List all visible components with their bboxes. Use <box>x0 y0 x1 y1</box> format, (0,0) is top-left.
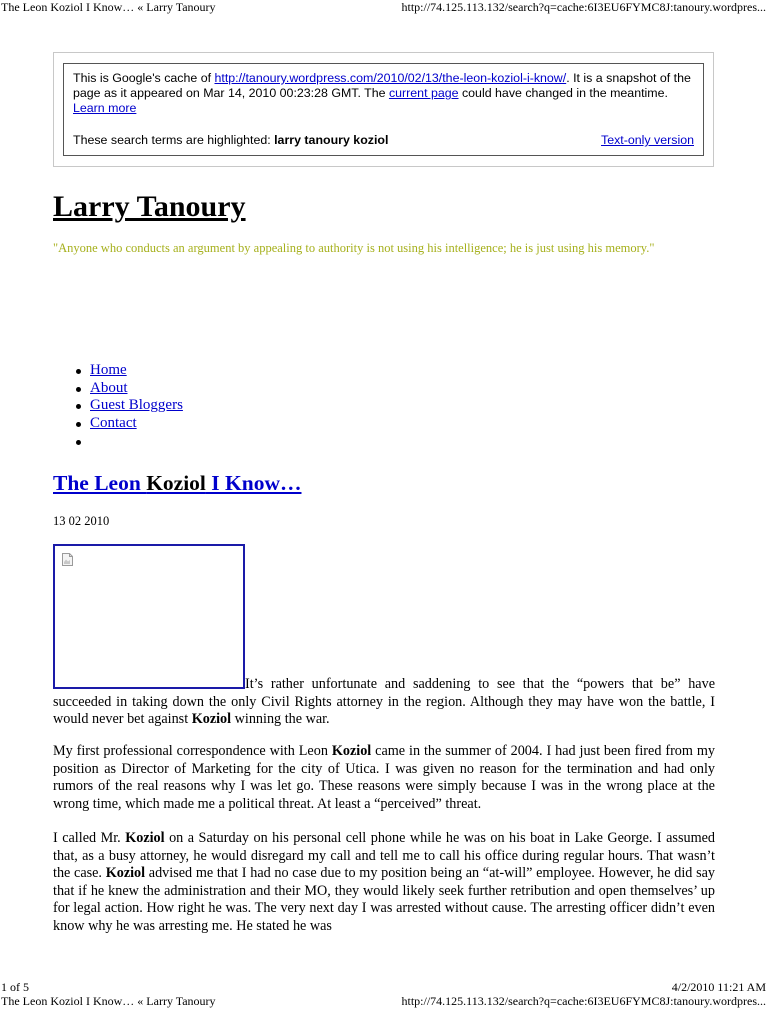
blog-title-link[interactable]: Larry Tanoury <box>53 190 246 223</box>
nav-link-contact[interactable]: Contact <box>90 415 137 432</box>
p3-keyword-1: Koziol <box>125 830 165 846</box>
page-number: 1 of 5 <box>1 980 29 994</box>
print-header-url: http://74.125.113.132/search?q=cache:6I3EU6FYMC8J:tanoury.wordpres... <box>401 0 766 14</box>
cached-url-link[interactable]: http://tanoury.wordpress.com/2010/02/13/the-leon-koziol-i-know/ <box>214 71 567 85</box>
print-datetime: 4/2/2010 11:21 AM <box>671 980 766 994</box>
post-paragraph-2 <box>53 743 715 813</box>
cache-changed-text: could have changed in the meantime. <box>458 86 668 100</box>
print-footer-page-line <box>0 980 768 994</box>
post-title-part2: I Know… <box>205 471 302 495</box>
post-paragraph-3 <box>53 830 715 936</box>
post-title-highlight: Koziol <box>146 471 206 495</box>
text-only-version-link[interactable]: Text-only version <box>601 133 694 147</box>
nav-item-guest-bloggers <box>53 397 183 415</box>
highlight-label: These search terms are highlighted: <box>73 133 275 147</box>
highlight-terms: larry tanoury koziol <box>274 133 389 147</box>
main-nav <box>53 362 183 450</box>
cache-notice-inner <box>63 63 704 156</box>
google-cache-notice <box>53 52 714 167</box>
bullet-icon <box>76 369 81 374</box>
post-title-part1: The Leon <box>53 471 147 495</box>
p3-keyword-2: Koziol <box>105 865 146 882</box>
broken-image-icon <box>62 553 73 566</box>
p3-text-b: on a Saturday on his personal cell phone while he was on his boat in Lake George. I assumed that, as a busy attorney, he would disregard my call and tell me to call his office during regular hours. That wasn’t the case. <box>53 830 715 882</box>
p2-text-a: My first professional correspondence with Leon <box>53 743 332 759</box>
p2-keyword: Koziol <box>331 743 372 759</box>
p1-keyword: Koziol <box>191 711 232 728</box>
cache-notice-text <box>73 71 694 116</box>
post-paragraph-1 <box>53 676 715 729</box>
print-footer <box>0 994 768 1008</box>
p3-text-c: advised me that I had no case due to my position being an “at-will” employee. However, he did say that if he knew the administration and their MO, they would likely seek further retribution and open themselves’ up for legal action. How right he was. The very next day I was arrested without cause. The arresting officer didn’t even know why he was arresting me. He stated he was <box>53 865 715 934</box>
cache-intro: This is Google's cache of <box>73 71 215 85</box>
p1-text-a: It’s rather unfortunate and saddening to see that the “powers that be” have succeeded in taking down the only Civil Rights attorney in the region. Although they may have won the battle, I would never bet against <box>53 676 715 728</box>
bullet-icon <box>76 422 81 427</box>
print-header-title: The Leon Koziol I Know… « Larry Tanoury <box>1 0 216 14</box>
post-image-link[interactable] <box>53 544 245 689</box>
bullet-icon <box>76 387 81 392</box>
blog-title <box>53 187 246 227</box>
nav-item-contact <box>53 415 183 433</box>
nav-link-home[interactable]: Home <box>90 362 127 378</box>
print-footer-title: The Leon Koziol I Know… « Larry Tanoury <box>1 994 216 1008</box>
current-page-link[interactable]: current page <box>388 86 459 100</box>
bullet-icon <box>76 440 81 445</box>
post-title <box>53 469 301 497</box>
learn-more-link[interactable]: Learn more <box>73 101 137 115</box>
print-footer-url: http://74.125.113.132/search?q=cache:6I3EU6FYMC8J:tanoury.wordpres... <box>401 994 766 1008</box>
nav-item-home <box>53 362 183 380</box>
print-header <box>0 0 768 14</box>
nav-link-about[interactable]: About <box>90 379 128 396</box>
nav-item-empty <box>53 433 183 451</box>
p1-text-b: winning the war. <box>231 711 330 728</box>
nav-link-guest-bloggers[interactable]: Guest Bloggers <box>90 397 183 414</box>
p2-text-b: came in the summer of 2004. I had just been fired from my position as Director of Marketing for the city of Utica. I was given no reason for the termination and had only rumors of the real reasons why I was let go. These reasons were simply because I was in the wrong place at the wrong time, which made me a political threat. At least a “perceived” threat. <box>53 743 715 812</box>
post-date: 13 02 2010 <box>53 514 110 528</box>
nav-item-about <box>53 380 183 398</box>
p3-text-a: I called Mr. <box>53 830 126 846</box>
highlight-terms-line <box>73 133 694 148</box>
blog-tagline: "Anyone who conducts an argument by appealing to authority is not using his intelligence; he is just using his memory." <box>53 241 655 255</box>
post-title-link[interactable] <box>53 471 301 495</box>
bullet-icon <box>76 404 81 409</box>
cache-snapshot-text: . It is a snapshot of the page as it appeared on Mar 14, 2010 00:23:28 GMT. The <box>73 71 691 100</box>
